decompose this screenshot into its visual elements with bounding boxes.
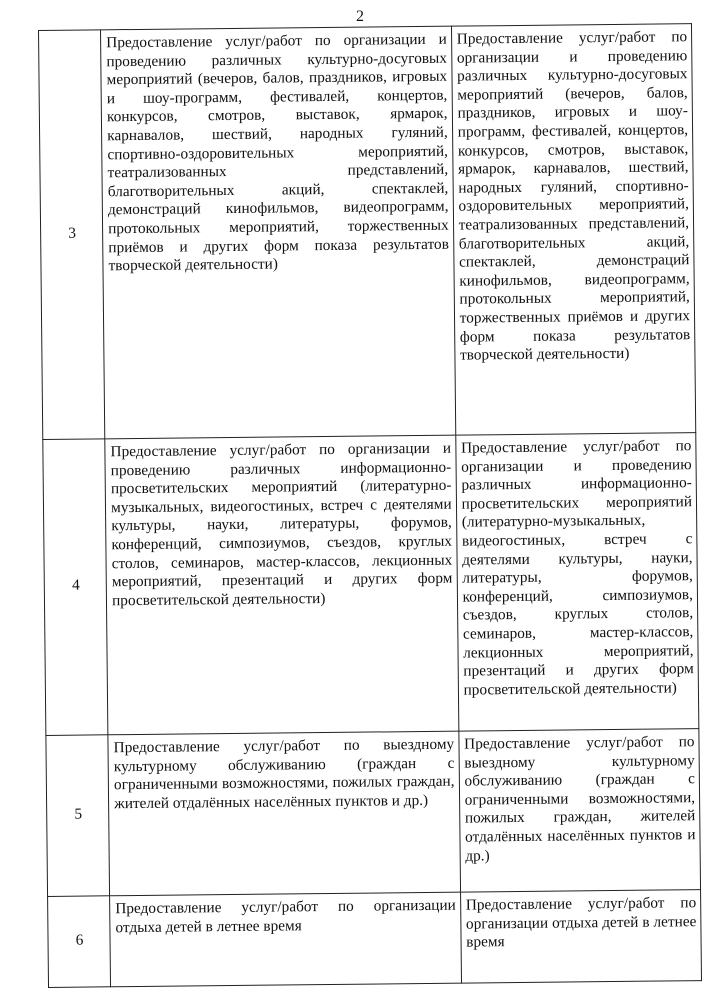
service-description-current: Предоставление услуг/работ по организации и проведению различных культурно-досуговых мероприятий (вечеров, балов, праздников, игровых и шоу-программ, фестивалей, концертов, конкурсов, смотров, выставок, ярмарок, карнавалов, шествий, народных гуляний, спортивно-оздоровительных мероприятий, театрализованных представлений, благотворительных акций, спектаклей, демонстраций кинофильмов, видеопрограмм, протокольных мероприятий, торжественных приёмов и других форм показа результатов творческой деятельности) xyxy=(101,26,456,439)
page-number: 2 xyxy=(356,8,364,25)
table-row xyxy=(39,24,696,440)
row-number: 4 xyxy=(43,439,108,736)
service-description-current: Предоставление услуг/работ по выездному культурному обслуживанию (граждан с ограниченными возможностями, пожилых граждан, жителей отдалённых населённых пунктов и др.) xyxy=(108,731,460,896)
services-table xyxy=(38,23,702,988)
service-description-current: Предоставление услуг/работ по организации отдыха детей в летнее время xyxy=(110,892,461,987)
row-number: 6 xyxy=(48,896,111,988)
row-number: 3 xyxy=(39,30,105,440)
service-description-new: Предоставление услуг/работ по организации отдыха детей в летнее время xyxy=(460,890,701,984)
service-description-new: Предоставление услуг/работ по выездному культурному обслуживанию (граждан с ограниченными возможностями, пожилых граждан, жителей отдалённых населённых пунктов и др.) xyxy=(458,729,700,893)
service-description-current: Предоставление услуг/работ по организации и проведению различных информационно-просветительских мероприятий (литературно-музыкальных, видеогостиных, встреч с деятелями культуры, науки, литературы, форумов, конференций, симпозиумов, съездов, круглых столов, семинаров, мастер-классов, лекционных мероприятий, презентаций и других форм просветительской деятельности) xyxy=(105,435,459,735)
service-description-new: Предоставление услуг/работ по организации и проведению различных информационно-просветительских мероприятий (литературно-музыкальных, видеогостиных, встреч с деятелями культуры, науки, литературы, форумов, конференций, симпозиумов, съездов, круглых столов, семинаров, мастер-классов, лекционных мероприятий, презентаций и других форм просветительской деятельности) xyxy=(455,433,698,732)
table-row xyxy=(46,729,701,897)
service-description-new: Предоставление услуг/работ по организации и проведению различных культурно-досуговых мероприятий (вечеров, балов, праздников, игровых и шоу-программ, фестивалей, концертов, конкурсов, смотров, выставок, ярмарок, карнавалов, шествий, народных гуляний, спортивно-оздоровительных мероприятий, театрализованных представлений, благотворительных акций, спектаклей, демонстраций кинофильмов, видеопрограмм, протокольных мероприятий, торжественных приёмов и других форм показа результатов творческой деятельности) xyxy=(451,24,696,435)
table-row xyxy=(43,433,699,736)
table-row xyxy=(48,890,702,988)
row-number: 5 xyxy=(46,735,110,897)
